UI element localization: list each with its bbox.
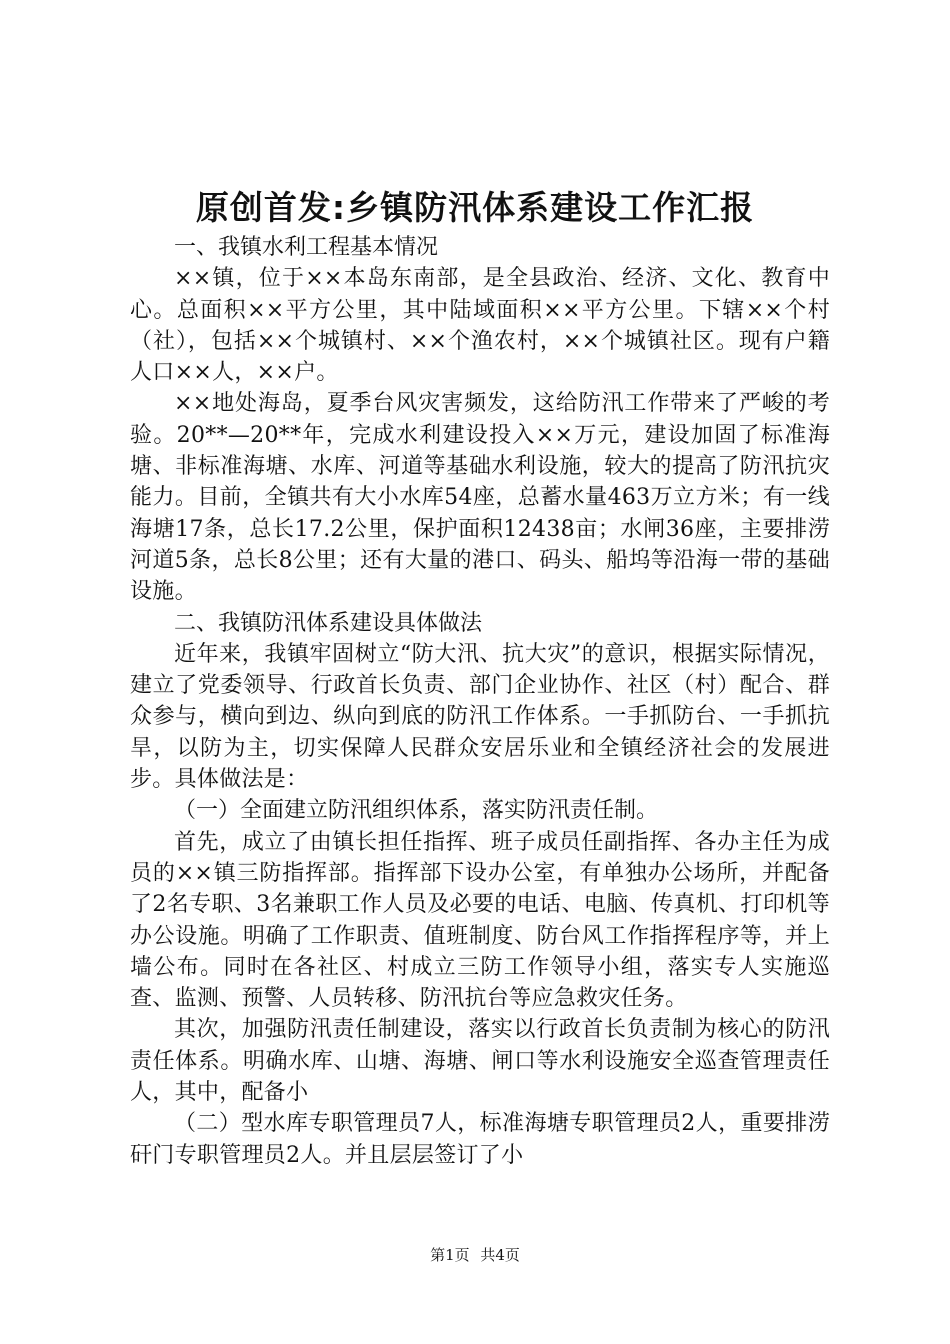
page-number-total: 共4页 xyxy=(480,1246,520,1264)
section-heading-1: 一、我镇水利工程基本情况 xyxy=(174,235,439,260)
paragraph: 其次，加强防汛责任制建设，落实以行政首长负责制为核心的防汛责任体系。明确水库、山塘、海塘、闸口等水利设施安全巡查管理责任人，其中，配备小 xyxy=(130,1017,830,1106)
paragraph: ××镇，位于××本岛东南部，是全县政治、经济、文化、教育中心。总面积××平方公里，其中陆域面积××平方公里。下辖××个村（社），包括××个城镇村、××个渔农村，××个城镇社区。现有户籍人口××人，××户。 xyxy=(130,266,831,386)
document-body xyxy=(130,232,830,1171)
paragraph: 近年来，我镇牢固树立“防大汛、抗大灾”的意识，根据实际情况，建立了党委领导、行政首长负责、部门企业协作、社区（村）配合、群众参与，横向到边、纵向到底的防汛工作体系。一手抓防台、一手抓抗旱，以防为主，切实保障人民群众安居乐业和全镇经济社会的发展进步。具体做法是： xyxy=(130,641,830,793)
paragraph: ××地处海岛，夏季台风灾害频发，这给防汛工作带来了严峻的考验。20**—20**年，完成水利建设投入××万元，建设加固了标准海塘、非标准海塘、水库、河道等基础水利设施，较大的提高了防汛抗灾能力。目前，全镇共有大小水库54座，总蓄水量463万立方米；有一线海塘17条，总长17.2公里，保护面积12438亩；水闸36座，主要排涝河道5条，总长8公里；还有大量的港口、码头、船坞等沿海一带的基础设施。 xyxy=(130,391,830,605)
page-footer xyxy=(0,1245,950,1265)
paragraph: （二）型水库专职管理员7人，标准海塘专职管理员2人，重要排涝矸门专职管理员2人。并且层层签订了小 xyxy=(130,1111,830,1168)
paragraph: 首先，成立了由镇长担任指挥、班子成员任副指挥、各办主任为成员的××镇三防指挥部。指挥部下设办公室，有单独办公场所，并配备了2名专职、3名兼职工作人员及必要的电话、电脑、传真机、打印机等办公设施。明确了工作职责、值班制度、防台风工作指挥程序等，并上墙公布。同时在各社区、村成立三防工作领导小组，落实专人实施巡查、监测、预警、人员转移、防汛抗台等应急救灾任务。 xyxy=(130,829,830,1012)
document-title: 原创首发:乡镇防汛体系建设工作汇报 xyxy=(195,188,755,227)
page-number-current: 第1页 xyxy=(430,1246,470,1264)
section-heading-2: 二、我镇防汛体系建设具体做法 xyxy=(174,610,483,636)
subsection-heading-1: （一）全面建立防汛组织体系，落实防汛责任制。 xyxy=(174,798,659,824)
